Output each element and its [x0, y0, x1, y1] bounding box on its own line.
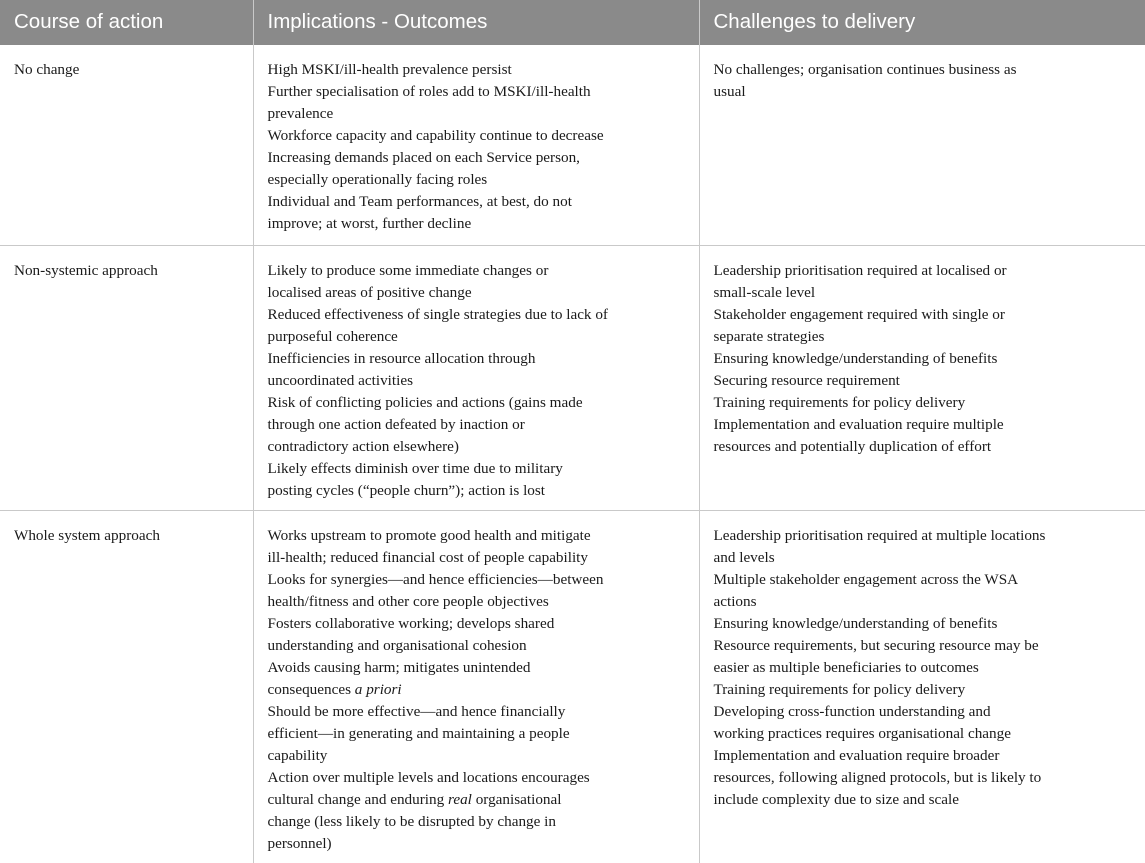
- challenge-line: usual: [713, 83, 746, 100]
- implication-line: Increasing demands placed on each Service person,: [267, 149, 580, 166]
- header-implications-outcomes: Implications - Outcomes: [253, 0, 699, 45]
- challenges-cell: [699, 510, 1145, 863]
- challenge-line: Multiple stakeholder engagement across the WSA: [713, 570, 1019, 588]
- implication-line: High MSKI/ill-health prevalence persist: [267, 61, 512, 78]
- implication-line: Individual and Team performances, at best, do not: [267, 193, 572, 210]
- challenge-line: separate strategies: [713, 327, 825, 345]
- challenges-cell: [699, 45, 1145, 245]
- implication-line: Should be more effective—and hence financially: [267, 702, 566, 720]
- challenge-line: Resource requirements, but securing resource may be: [713, 636, 1039, 654]
- implication-line: Reduced effectiveness of single strategies due to lack of: [267, 305, 608, 323]
- challenges-cell: [699, 245, 1145, 510]
- challenge-line: actions: [713, 592, 757, 610]
- table-row-no-change: [0, 45, 1145, 245]
- challenge-line: resources and potentially duplication of effort: [713, 437, 992, 455]
- challenge-line: Developing cross-function understanding and: [713, 702, 991, 720]
- implication-line: capability: [267, 746, 328, 764]
- implication-line: [268, 789, 685, 811]
- implications-cell: [253, 510, 699, 863]
- implication-line: Works upstream to promote good health and mitigate: [267, 526, 591, 544]
- challenge-line: Ensuring knowledge/understanding of benefits: [713, 614, 998, 632]
- implication-line: understanding and organisational cohesion: [267, 636, 527, 654]
- implication-line: contradictory action elsewhere): [267, 437, 459, 455]
- implication-line: Workforce capacity and capability continue to decrease: [267, 127, 604, 144]
- course-cell: No change: [0, 45, 253, 245]
- challenge-line: Implementation and evaluation require multiple: [713, 415, 1004, 433]
- implication-line: especially operationally facing roles: [267, 171, 488, 188]
- course-cell: Non-systemic approach: [0, 245, 253, 510]
- table-row-whole-system-approach: [0, 510, 1145, 863]
- challenge-line: Training requirements for policy delivery: [713, 393, 966, 411]
- implication-line: purposeful coherence: [267, 327, 398, 345]
- challenge-line: Training requirements for policy delivery: [713, 680, 966, 698]
- implication-line: health/fitness and other core people objectives: [267, 592, 549, 610]
- challenge-line: Ensuring knowledge/understanding of benefits: [713, 349, 998, 367]
- challenge-line: include complexity due to size and scale: [713, 790, 959, 808]
- challenge-line: resources, following aligned protocols, but is likely to: [713, 768, 1042, 786]
- challenge-line: Implementation and evaluation require broader: [713, 746, 1000, 764]
- emphasis-real: real: [448, 790, 472, 808]
- header-course-of-action: Course of action: [0, 0, 253, 45]
- challenge-line: and levels: [713, 548, 775, 566]
- implication-line: localised areas of positive change: [267, 283, 472, 301]
- emphasis-a-priori: a priori: [354, 680, 402, 698]
- header-row: [0, 0, 1145, 45]
- implication-line: Fosters collaborative working; develops shared: [267, 614, 555, 632]
- implication-line: Likely to produce some immediate changes or: [267, 261, 549, 279]
- implication-line: change (less likely to be disrupted by change in: [267, 812, 556, 830]
- implication-line: Looks for synergies—and hence efficiencies—between: [267, 570, 604, 588]
- implication-line: Likely effects diminish over time due to military: [267, 459, 563, 477]
- implication-line: Risk of conflicting policies and actions (gains made: [267, 393, 583, 411]
- challenge-line: Leadership prioritisation required at multiple locations: [713, 526, 1046, 544]
- implication-line: improve; at worst, further decline: [267, 215, 472, 232]
- challenge-line: No challenges; organisation continues business as: [713, 61, 1017, 78]
- implication-text: cultural change and enduring: [267, 790, 445, 808]
- implication-text: organisational: [475, 790, 562, 808]
- challenge-line: Stakeholder engagement required with single or: [713, 305, 1005, 323]
- header-challenges-to-delivery: Challenges to delivery: [699, 0, 1145, 45]
- implication-line: prevalence: [267, 105, 334, 122]
- table-header: [0, 0, 1145, 45]
- implication-line: Action over multiple levels and locations encourages: [267, 768, 590, 786]
- implication-line: personnel): [267, 834, 332, 852]
- implications-cell: [253, 245, 699, 510]
- table-row-non-systemic-approach: [0, 245, 1145, 510]
- implication-line: posting cycles (“people churn”); action is lost: [267, 481, 546, 499]
- challenge-line: easier as multiple beneficiaries to outcomes: [713, 658, 979, 676]
- implications-cell: [253, 45, 699, 245]
- implication-line: through one action defeated by inaction or: [267, 415, 525, 433]
- implication-line: Inefficiencies in resource allocation through: [267, 349, 536, 367]
- challenge-line: Securing resource requirement: [713, 371, 900, 389]
- implication-line: Further specialisation of roles add to MSKI/ill-health: [267, 83, 591, 100]
- course-cell: Whole system approach: [0, 510, 253, 863]
- implication-line: efficient—in generating and maintaining a people: [267, 724, 570, 742]
- implication-line: ill-health; reduced financial cost of people capability: [267, 548, 588, 566]
- table-body: [0, 45, 1145, 863]
- challenge-line: Leadership prioritisation required at localised or: [713, 261, 1007, 279]
- implication-line: Avoids causing harm; mitigates unintended: [267, 658, 531, 676]
- implication-line: uncoordinated activities: [267, 371, 413, 389]
- challenge-line: small-scale level: [713, 283, 816, 301]
- implication-line: [268, 679, 685, 701]
- challenge-line: working practices requires organisational change: [713, 724, 1011, 742]
- implication-text: consequences: [267, 680, 351, 698]
